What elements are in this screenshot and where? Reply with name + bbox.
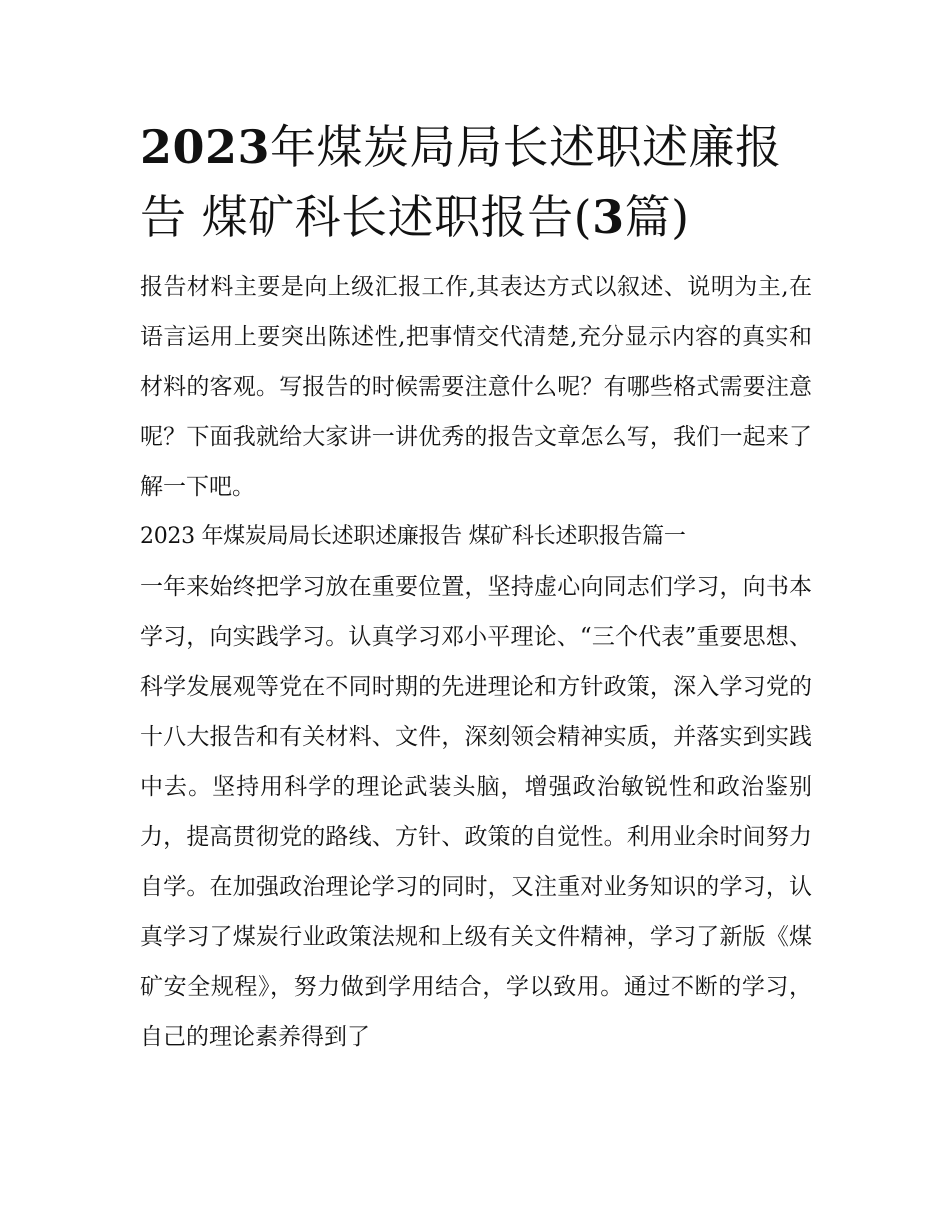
section-heading: 2023 年煤炭局局长述职述廉报告 煤矿科长述职报告篇一 <box>140 524 686 549</box>
document-page <box>140 112 812 1062</box>
title-count: 3 <box>592 190 625 244</box>
title-line1-text: 年煤炭局局长述职述廉报 <box>270 120 782 174</box>
document-title <box>140 112 812 252</box>
title-year: 2023 <box>140 120 271 174</box>
title-line2-end: 篇) <box>624 190 690 244</box>
intro-paragraph: 报告材料主要是向上级汇报工作,其表达方式以叙述、说明为主,在语言运用上要突出陈述性,把事情交代清楚,充分显示内容的真实和材料的客观。写报告的时候需要注意什么呢？有哪些格式需要注意呢？下面我就给大家讲一讲优秀的报告文章怎么写，我们一起来了解一下吧。 <box>140 274 812 500</box>
title-line2-text: 告 煤矿科长述职报告( <box>140 190 593 244</box>
body-paragraph: 一年来始终把学习放在重要位置，坚持虚心向同志们学习，向书本学习，向实践学习。认真学习邓小平理论、“三个代表”重要思想、科学发展观等党在不同时期的先进理论和方针政策，深入学习党的十八大报告和有关材料、文件，深刻领会精神实质，并落实到实践中去。坚持用科学的理论武装头脑，增强政治敏锐性和政治鉴别力，提高贯彻党的路线、方针、政策的自觉性。利用业余时间努力自学。在加强政治理论学习的同时，又注重对业务知识的学习，认真学习了煤炭行业政策法规和上级有关文件精神，学习了新版《煤矿安全规程》，努力做到学用结合，学以致用。通过不断的学习，自己的理论素养得到了 <box>140 574 812 1050</box>
